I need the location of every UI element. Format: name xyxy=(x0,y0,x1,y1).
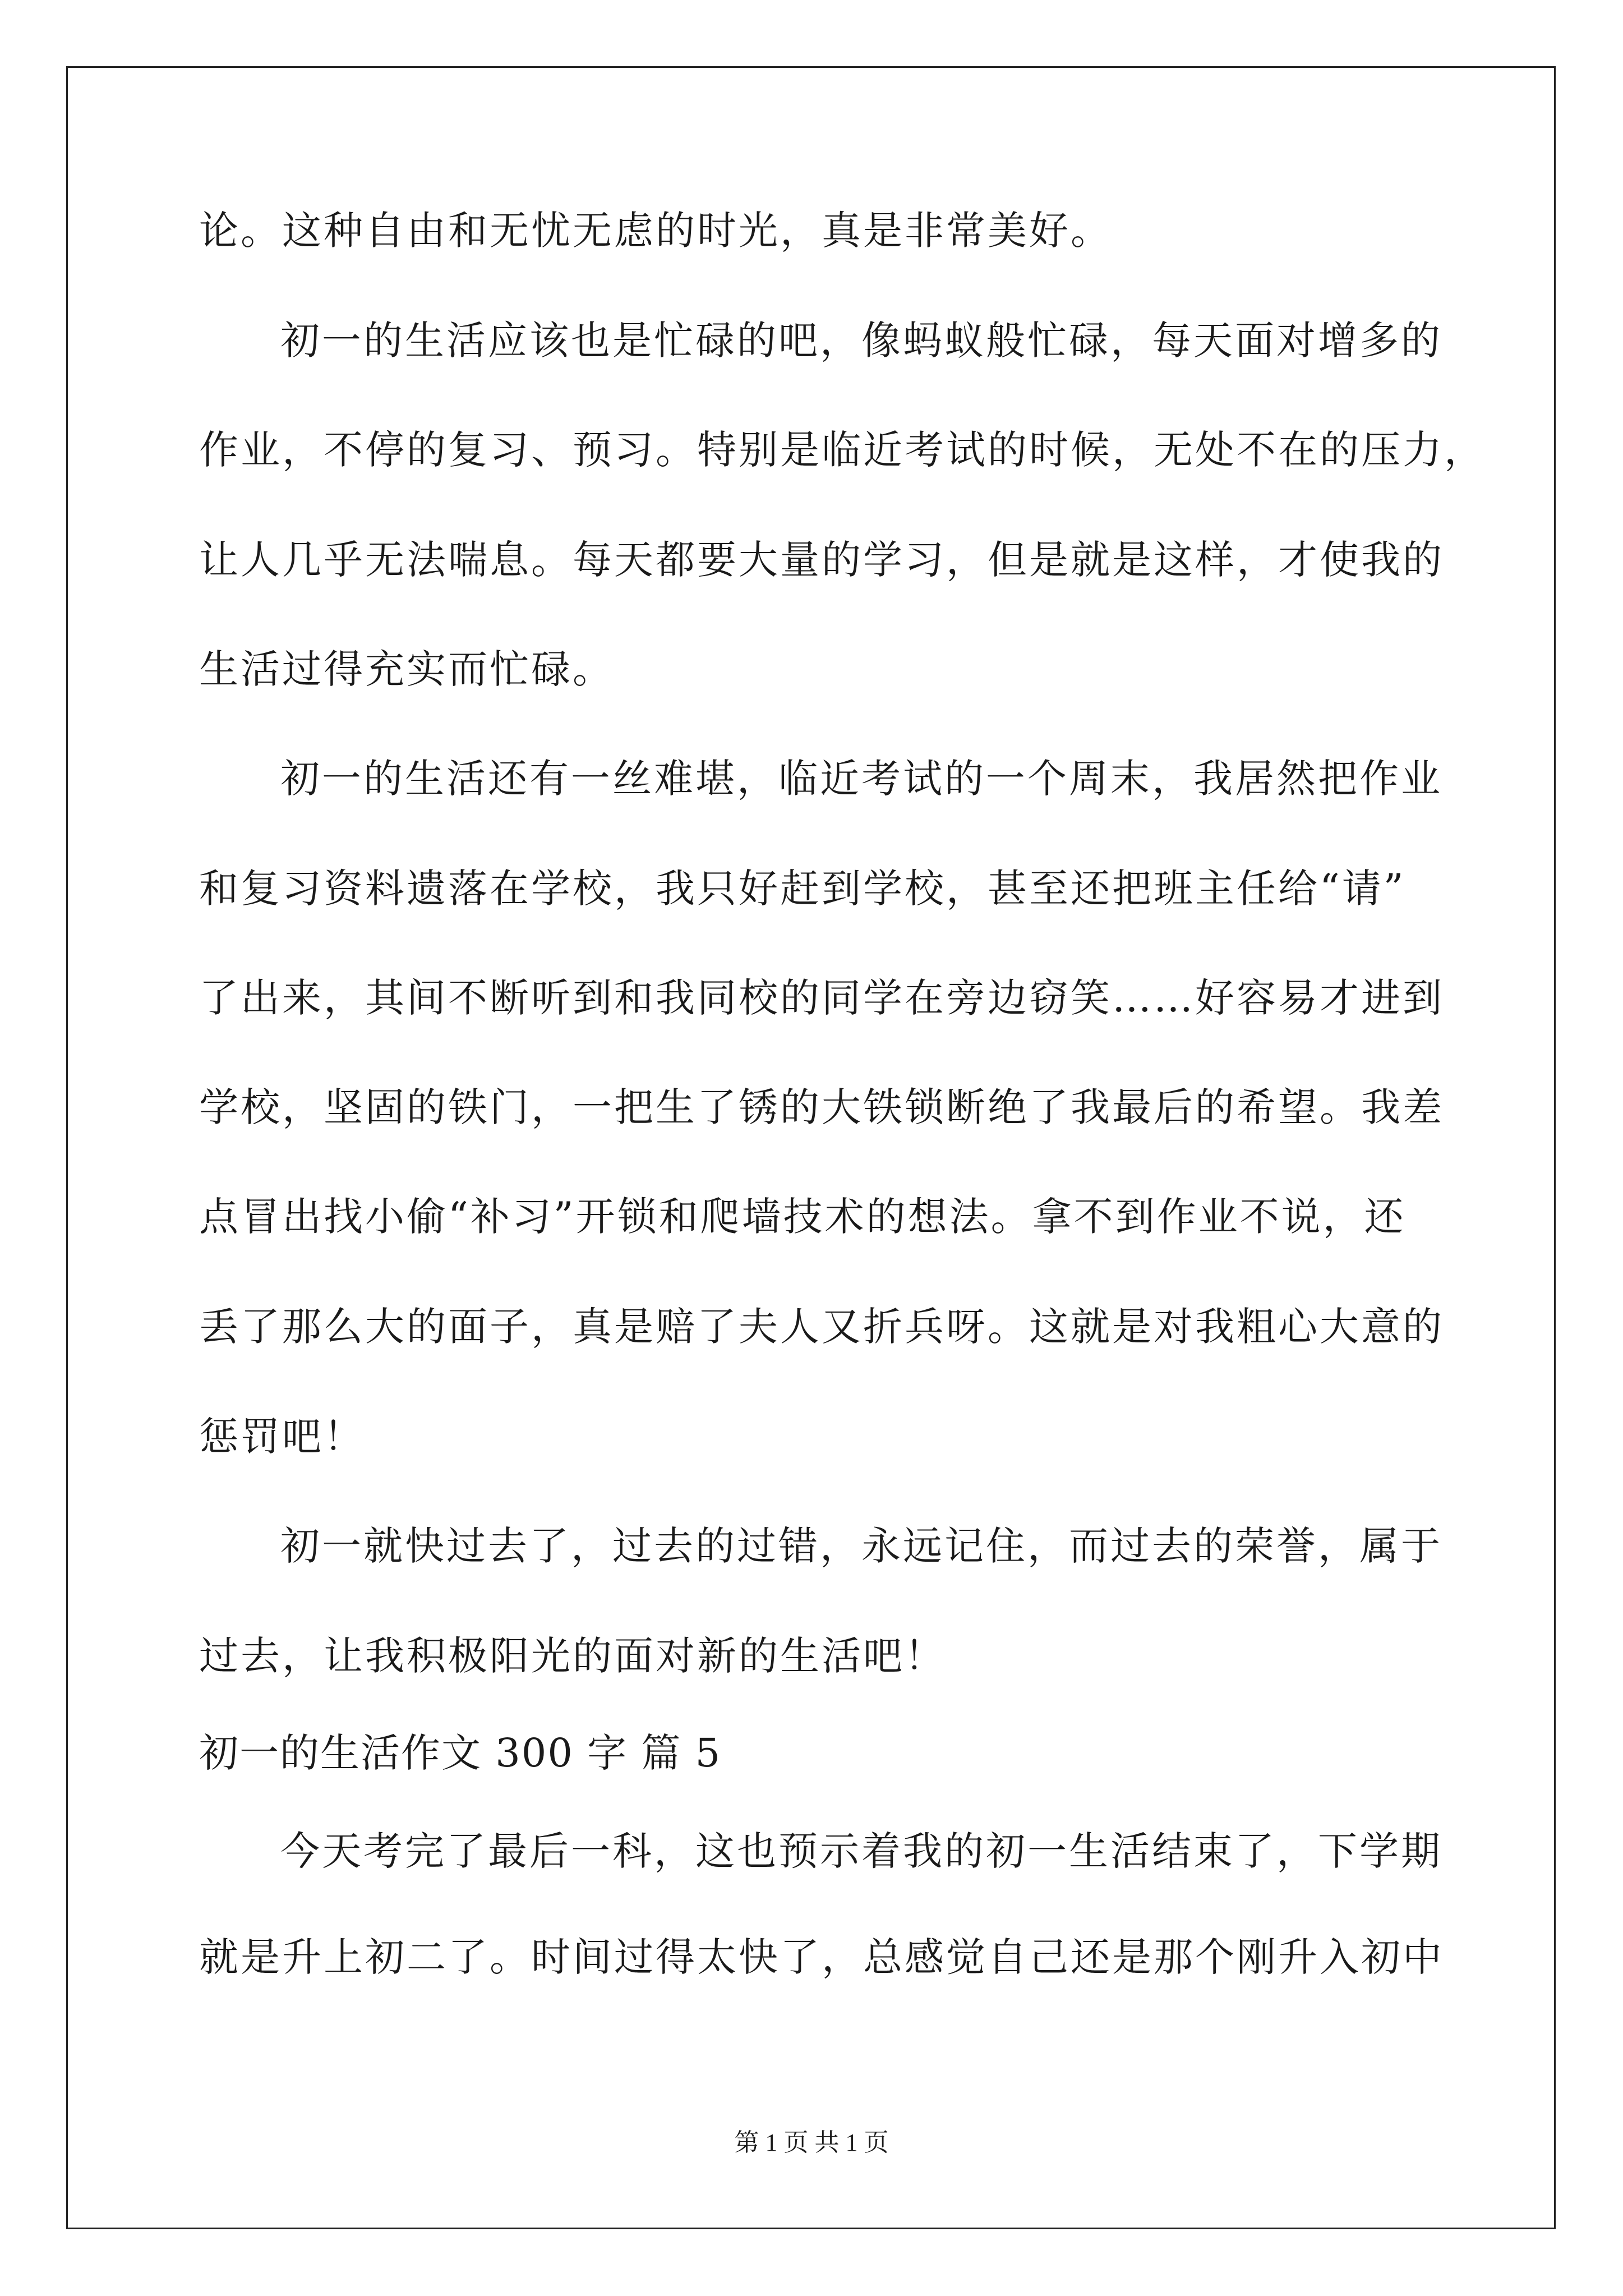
text-line: 作业，不停的复习、预习。特别是临近考试的时候，无处不在的压力， xyxy=(199,427,1486,473)
text-line: 丢了那么大的面子，真是赔了夫人又折兵呀。这就是对我粗心大意的 xyxy=(199,1304,1444,1350)
text-line: 初一就快过去了，过去的过错，永远记住，而过去的荣誉，属于 xyxy=(280,1523,1442,1569)
text-line: 过去，让我积极阳光的面对新的生活吧！ xyxy=(199,1633,946,1679)
section-heading: 初一的生活作文 300 字 篇 5 xyxy=(199,1730,722,1776)
text-line: 点冒出找小偷“补习”开锁和爬墙技术的想法。拿不到作业不说，还 xyxy=(199,1194,1406,1240)
text-line: 和复习资料遗落在学校，我只好赶到学校，甚至还把班主任给“请” xyxy=(199,866,1406,912)
text-line: 就是升上初二了。时间过得太快了，总感觉自己还是那个刚升入初中 xyxy=(199,1934,1444,1980)
text-line: 学校，坚固的铁门，一把生了锈的大铁锁断绝了我最后的希望。我差 xyxy=(199,1084,1444,1130)
text-line: 论。这种自由和无忧无虑的时光，真是非常美好。 xyxy=(199,208,1112,254)
text-line: 生活过得充实而忙碌。 xyxy=(199,646,614,692)
text-line: 惩罚吧！ xyxy=(199,1414,365,1460)
text-line: 初一的生活应该也是忙碌的吧，像蚂蚁般忙碌，每天面对增多的 xyxy=(280,318,1442,364)
text-line: 初一的生活还有一丝难堪，临近考试的一个周末，我居然把作业 xyxy=(280,756,1442,802)
text-line: 了出来，其间不断听到和我同校的同学在旁边窃笑……好容易才进到 xyxy=(199,975,1444,1021)
text-line: 今天考完了最后一科，这也预示着我的初一生活结束了，下学期 xyxy=(280,1828,1442,1874)
page-footer: 第 1 页 共 1 页 xyxy=(734,2129,889,2156)
text-line: 让人几乎无法喘息。每天都要大量的学习，但是就是这样，才使我的 xyxy=(199,537,1444,583)
page-border xyxy=(66,66,1556,2229)
